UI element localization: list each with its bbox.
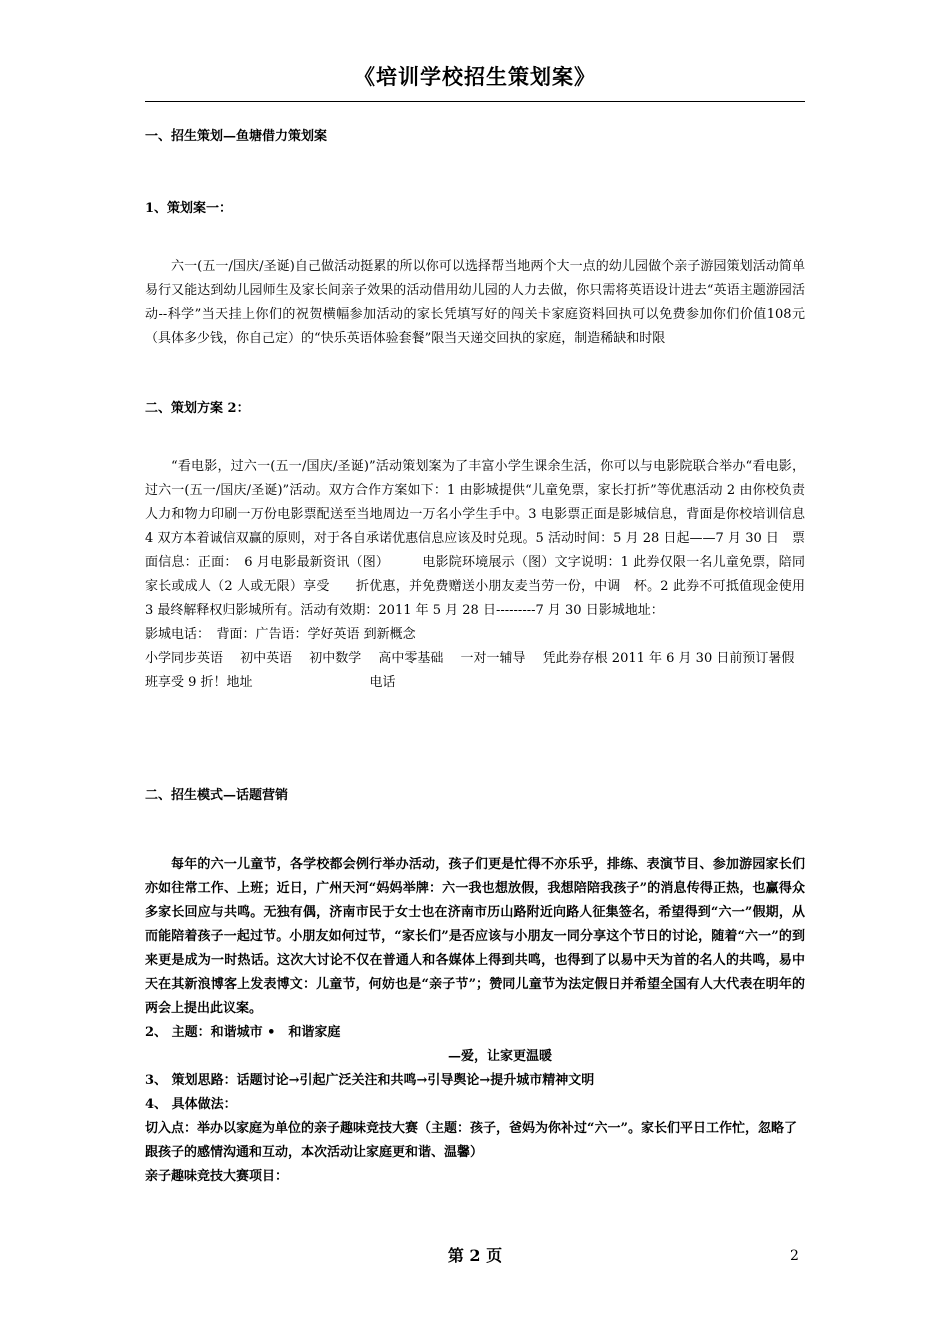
- item-2-theme: 2、 主题：和谐城市 • 和谐家庭: [145, 1025, 341, 1040]
- plan-2-paragraph: “看电影，过六一(五一/国庆/圣诞)”活动策划案为了丰富小学生课余生活，你可以与电影院联合举办“看电影，过六一(五一/国庆/圣诞)”活动。双方合作方案如下：1 由影城提供“儿童免票，家长打折”等优惠活动 2 由你校负责人力和物力印刷一万份电影票配送至当地周边一万名小学生手中。3 电影票正面是影城信息，背面是你校培训信息 4 双方本着诚信双赢的原则，对于各自承诺优惠信息应该及时兑现。5 活动时间：5 月 28 日起——7 月 30 日 票面信息：正面： 6 月电影最新资讯（图） 电影院环境展示（图）文字说明：1 此券仅限一名儿童免票，陪同家长或成人（2 人或无限）享受 折优惠，并免费赠送小朋友麦当劳一份，中调 杯。2 此券不可抵值现金使用 3 最终解释权归影城所有。活动有效期：2011 年 5 月 28 日---------7 月 30 日影城地址：: [145, 459, 805, 618]
- page-title: 《培训学校招生策划案》: [354, 64, 596, 89]
- contest-items-label: 亲子趣味竞技大赛项目：: [145, 1169, 289, 1184]
- plan-2-line-phone: 影城电话： 背面：广告语：学好英语 到新概念: [145, 627, 416, 642]
- plan-1-paragraph: 六一(五一/国庆/圣诞)自己做活动挺累的所以你可以选择帮当地两个大一点的幼儿园做个亲子游园策划活动简单易行又能达到幼儿园师生及家长间亲子效果的活动借用幼儿园的人力去做，你只需将英语设计进去“英语主题游园活动--科学”当天挂上你们的祝贺横幅参加活动的家长凭填写好的闯关卡家庭资料回执可以免费参加你们价值108元（具体多少钱，你自己定）的“快乐英语体验套餐”限当天递交回执的家庭，制造稀缺和时限: [145, 259, 805, 346]
- item-2-subtheme: —爱，让家更温暖: [447, 1049, 552, 1064]
- entry-point-paragraph: 切入点：举办以家庭为单位的亲子趣味竞技大赛（主题：孩子，爸妈为你补过“六一”。家长们平日工作忙，忽略了跟孩子的感情沟通和互动，本次活动让家庭更和谐、温馨）: [145, 1121, 797, 1160]
- page-footer-label: 第 2 页: [447, 1246, 503, 1265]
- plan-2-body-block: [145, 455, 805, 695]
- subsection-heading-1: [145, 197, 805, 221]
- item-3-approach: 3、 策划思路：话题讨论→引起广泛关注和共鸣→引导舆论→提升城市精神文明: [145, 1073, 595, 1088]
- section-heading-1: [145, 125, 805, 149]
- section-3-paragraph: 每年的六一儿童节，各学校都会例行举办活动，孩子们更是忙得不亦乐乎，排练、表演节目、参加游园家长们亦如往常工作、上班；近日，广州天河“妈妈举牌：六一我也想放假，我想陪陪我孩子”的消息传得正热，也赢得众多家长回应与共鸣。无独有偶，济南市民于女士也在济南市历山路附近向路人征集签名，希望得到“六一”假期，从而能陪着孩子一起过节。小朋友如何过节，“家长们”是否应该与小朋友一同分享这个节日的讨论，随着“六一”的到来更是成为一时热话。这次大讨论不仅在普通人和各媒体上得到共鸣，也得到了以易中天为首的名人的共鸣，易中天在其新浪博客上发表博文：儿童节，何妨也是“亲子节”；赞同儿童节为法定假日并希望全国有人大代表在明年的两会上提出此议案。: [145, 857, 805, 1016]
- title-divider: [145, 101, 805, 102]
- section-1-heading: 一、招生策划—鱼塘借力策划案: [145, 129, 328, 144]
- plan-1-heading: 1、策划案一：: [145, 201, 233, 216]
- page-number: 2: [790, 1248, 799, 1264]
- plan-2-line-courses: 小学同步英语 初中英语 初中数学 高中零基础 一对一辅导 凭此券存根 2011 年 6 月 30 日前预订暑假班享受 9 折！地址 电话: [145, 651, 795, 690]
- section-3-heading: 二、招生模式—话题营销: [145, 788, 289, 803]
- plan-2-heading: 二、策划方案 2：: [145, 401, 250, 416]
- item-4-method: 4、 具体做法：: [145, 1097, 237, 1112]
- section-heading-2: [145, 397, 805, 421]
- plan-1-body-block: [145, 255, 805, 351]
- section-3-body-block: [145, 853, 805, 1189]
- section-heading-3: [145, 784, 805, 808]
